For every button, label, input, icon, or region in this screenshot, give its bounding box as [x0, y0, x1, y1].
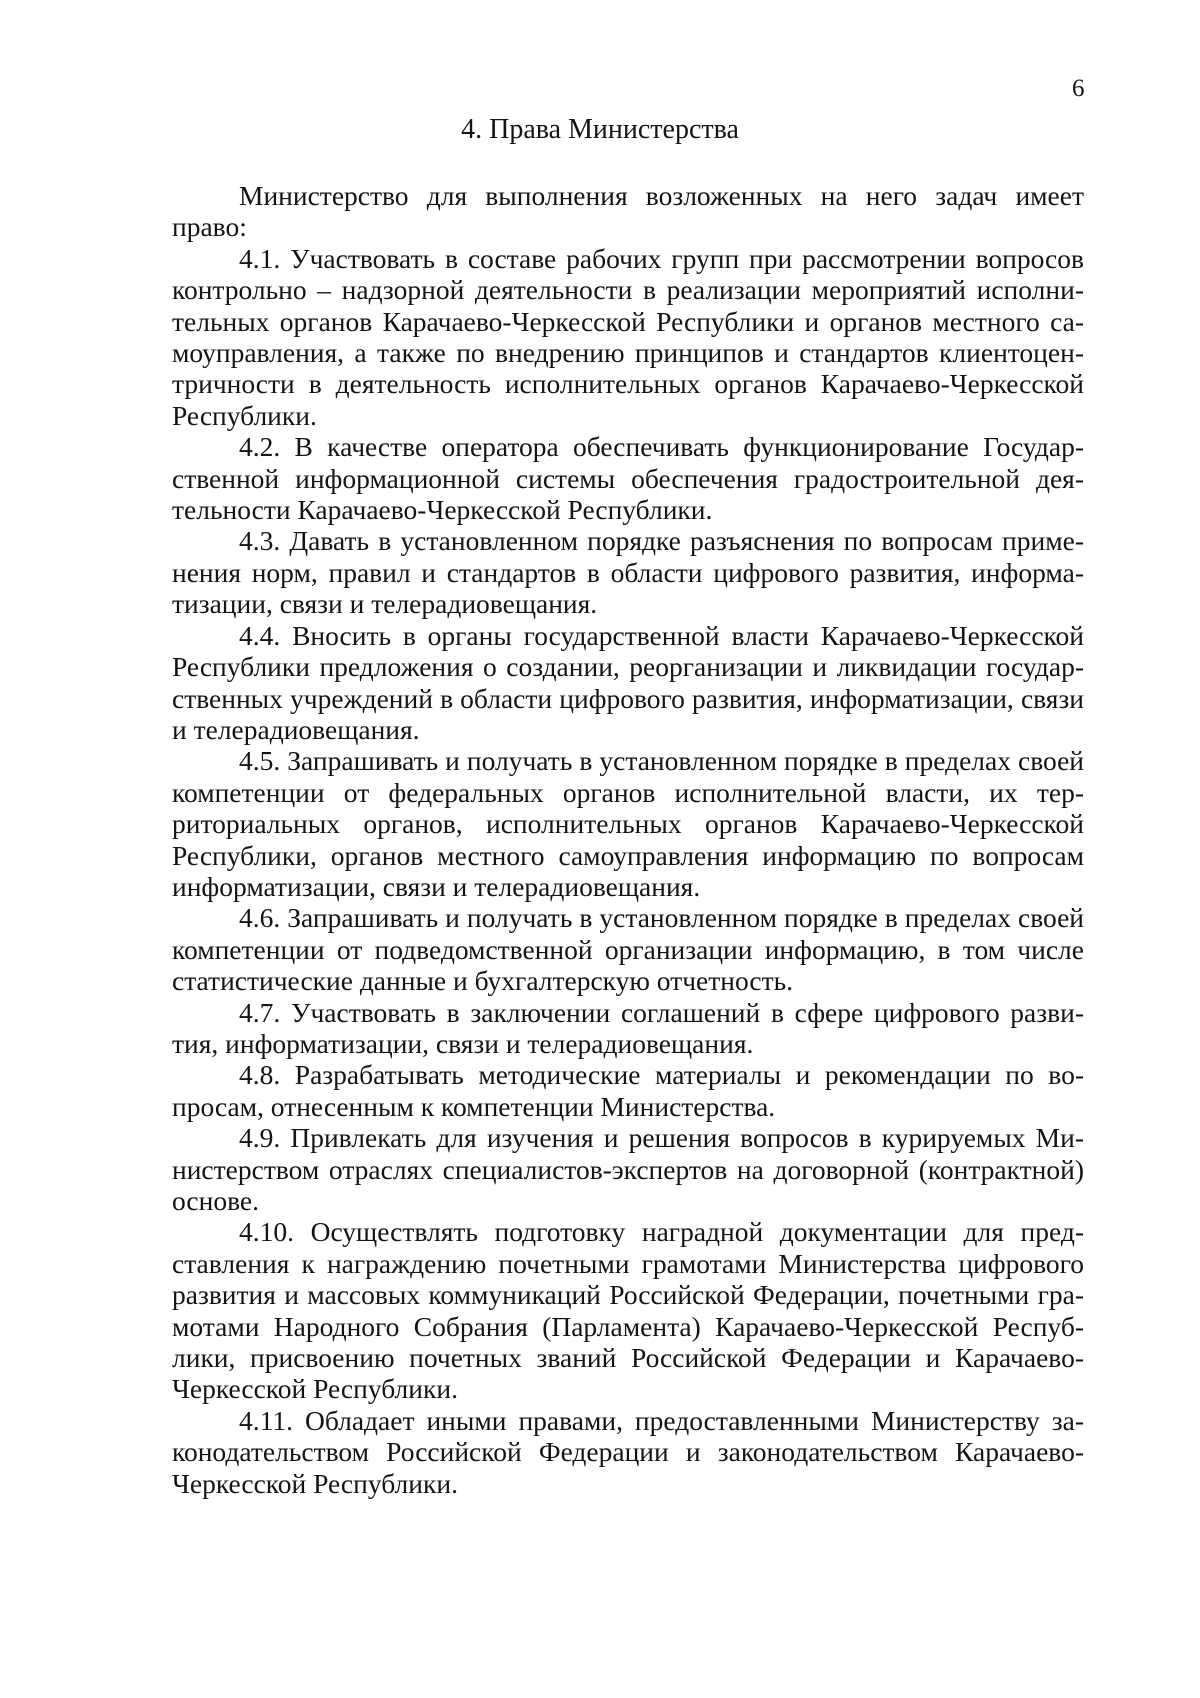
item-4-6: 4.6. Запрашивать и получать в установленном порядке в пределах своей компетенции от подведомственной организации информацию, в том числе статистические данные и бухгалтерскую отчетность. [172, 902, 1084, 997]
item-4-7: 4.7. Участвовать в заключении соглашений в сфере цифрового развития, информатизации, связи и телерадиовещания. [172, 996, 1084, 1059]
item-4-11: 4.11. Обладает иными правами, предоставленными Министерству законодательством Российской Федерации и законодательством Карачаево-Черкесской Республики. [172, 1404, 1084, 1499]
item-4-2: 4.2. В качестве оператора обеспечивать функционирование Государственной информационной системы обеспечения градостроительной деятельности Карачаево-Черкесской Республики. [172, 431, 1084, 526]
item-4-3: 4.3. Давать в установленном порядке разъяснения по вопросам применения норм, правил и стандартов в области цифрового развития, информатизации, связи и телерадиовещания. [172, 525, 1084, 620]
item-4-1: 4.1. Участвовать в составе рабочих групп при рассмотрении вопросов контрольно – надзорной деятельности в реализации мероприятий исполнительных органов Карачаево-Черкесской Республики и органов местного самоуправления, а также по внедрению принципов и стандартов клиентоцентричности в деятельность исполнительных органов Карачаево-Черкесской Республики. [172, 242, 1084, 431]
intro-paragraph: Министерство для выполнения возложенных на него задач имеет право: [172, 180, 1084, 243]
item-4-8: 4.8. Разрабатывать методические материалы и рекомендации по вопросам, отнесенным к компетенции Министерства. [172, 1059, 1084, 1122]
item-4-5: 4.5. Запрашивать и получать в установленном порядке в пределах своей компетенции от федеральных органов исполнительной власти, их территориальных органов, исполнительных органов Карачаево-Черкесской Республики, органов местного самоуправления информацию по вопросам информатизации, связи и телерадиовещания. [172, 745, 1084, 902]
item-4-9: 4.9. Привлекать для изучения и решения вопросов в курируемых Министерством отраслях специалистов-экспертов на договорной (контрактной) основе. [172, 1122, 1084, 1216]
item-4-4: 4.4. Вносить в органы государственной власти Карачаево-Черкесской Республики предложения о создании, реорганизации и ликвидации государственных учреждений в области цифрового развития, информатизации, связи и телерадиовещания. [172, 619, 1084, 745]
body-text [172, 180, 1084, 1499]
item-4-10: 4.10. Осуществлять подготовку наградной документации для представления к награждению почетными грамотами Министерства цифрового развития и массовых коммуникаций Российской Федерации, почетными грамотами Народного Собрания (Парламента) Карачаево-Черкесской Республики, присвоению почетных званий Российской Федерации и Карачаево-Черкесской Республики. [172, 1216, 1084, 1405]
page-number: 6 [1072, 75, 1085, 102]
section-title: 4. Права Министерства [461, 114, 739, 145]
